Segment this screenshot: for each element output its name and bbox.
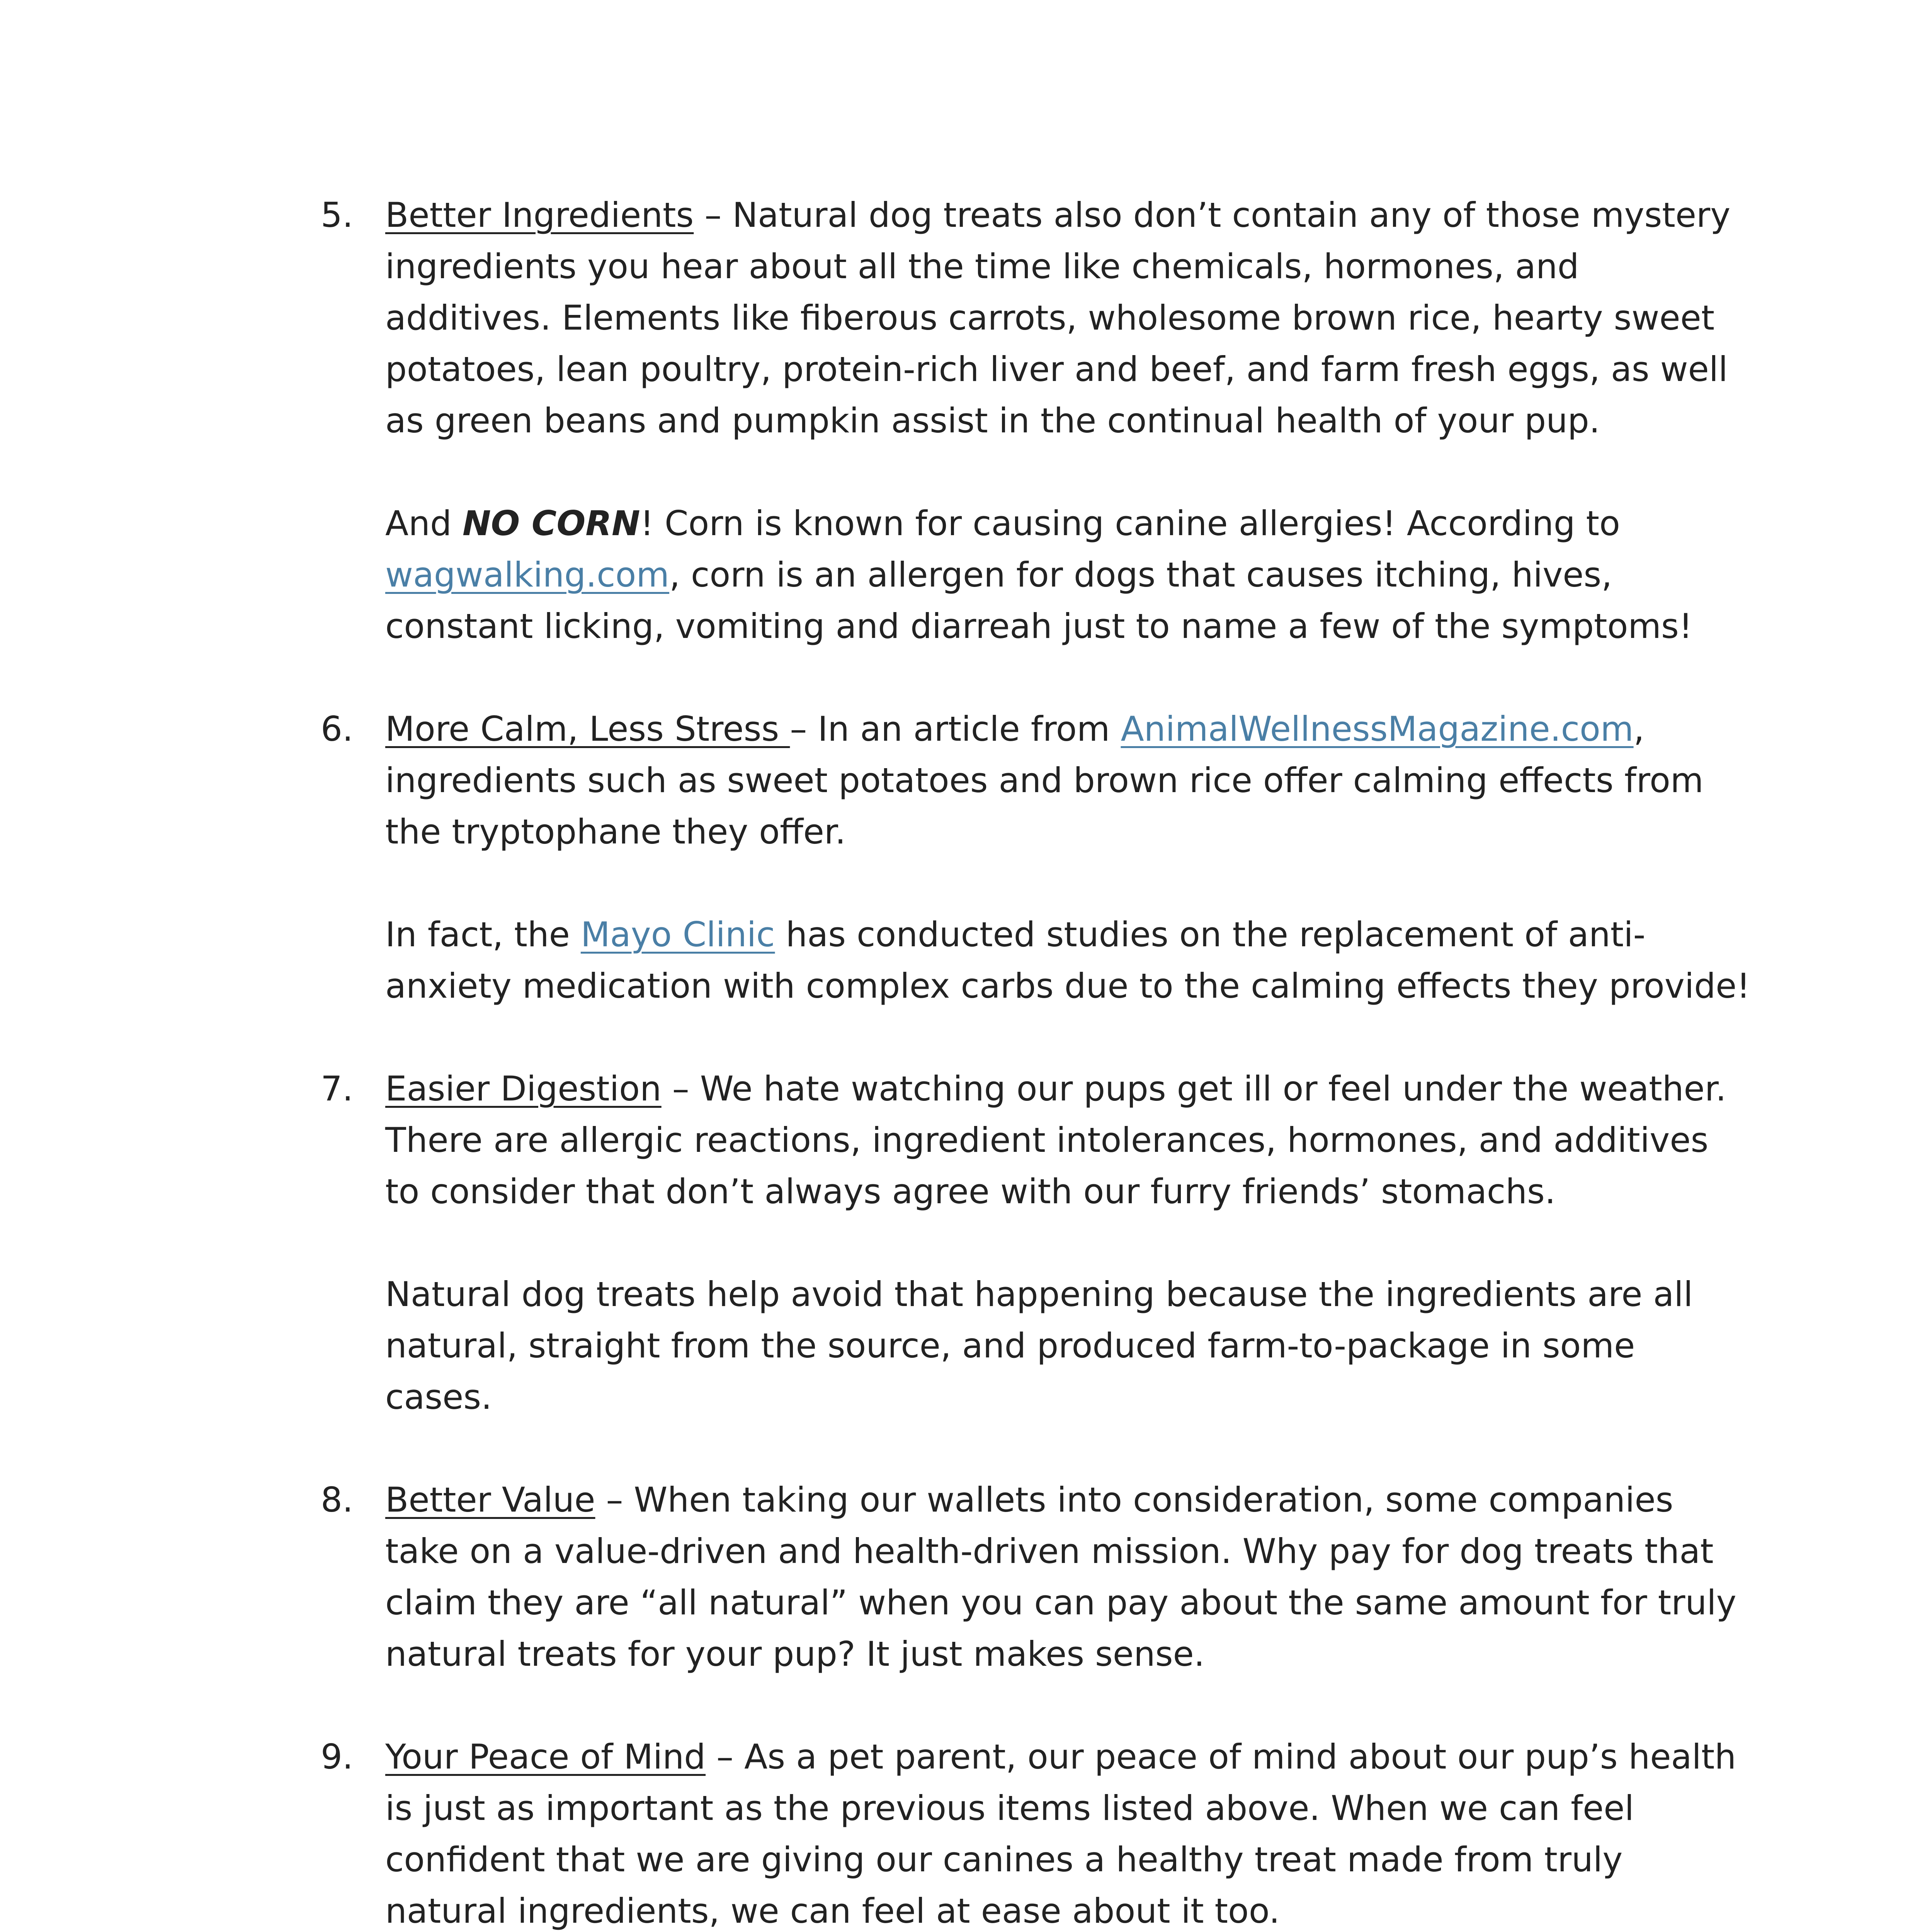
mayo-clinic-link[interactable]: Mayo Clinic: [580, 915, 775, 954]
separator: –: [661, 1069, 700, 1109]
item-number: 7.: [321, 1069, 353, 1109]
item-number: 8.: [321, 1480, 353, 1520]
item-paragraph: [385, 703, 1750, 857]
item-number: 9.: [321, 1737, 353, 1777]
list-item-easier-digestion: [321, 1063, 1750, 1423]
item-paragraph: [385, 1063, 1750, 1217]
item-paragraph: [385, 1474, 1750, 1680]
text-fragment: has conducted studies on the replacement of anti-anxiety medication with complex carbs due to the calming effects they provide!: [385, 915, 1750, 1006]
benefits-list: [321, 189, 1750, 1932]
list-item-better-ingredients: [321, 189, 1750, 652]
item-paragraph: [385, 1731, 1750, 1932]
no-corn-emphasis: NO CORN: [462, 503, 640, 543]
item-number: 5.: [321, 195, 353, 235]
item-title: Better Value: [385, 1480, 595, 1520]
separator: –: [595, 1480, 634, 1520]
text-fragment: In fact, the: [385, 915, 581, 954]
item-title: Your Peace of Mind: [385, 1737, 706, 1777]
separator: –: [694, 195, 733, 235]
animal-wellness-link[interactable]: AnimalWellnessMagazine.com: [1121, 709, 1634, 749]
text-fragment: And: [385, 503, 463, 543]
item-title: Better Ingredients: [385, 195, 694, 235]
list-item-peace-of-mind: [321, 1731, 1750, 1932]
text-fragment: , corn is an allergen for dogs that causes itching, hives, constant licking, vomiting and diarreah just to name a few of the symptoms!: [385, 555, 1693, 646]
list-item-better-value: [321, 1474, 1750, 1680]
text-fragment: In an article from: [818, 709, 1121, 749]
item-paragraph-2: [385, 909, 1750, 1012]
item-paragraph-2: Natural dog treats help avoid that happening because the ingredients are all natural, straight from the source, and produced farm-to-package in some cases.: [385, 1274, 1693, 1417]
item-number: 6.: [321, 709, 353, 749]
item-text: When taking our wallets into consideration, some companies take on a value-driven and health-driven mission. Why pay for dog treats that claim they are “all natural” when you can pay about the same amount for truly natural treats for your pup? It just makes sense.: [385, 1480, 1736, 1674]
item-text: We hate watching our pups get ill or feel under the weather. There are allergic reactions, ingredient intolerances, hormones, and additives to consider that don’t always agree with our furry friends’ stomachs.: [385, 1069, 1726, 1211]
item-text: As a pet parent, our peace of mind about our pup’s health is just as important as the previous items listed above. When we can feel confident that we are giving our canines a healthy treat made from truly natural ingredients, we can feel at ease about it too.: [385, 1737, 1736, 1931]
text-fragment: ! Corn is known for causing canine allergies! According to: [640, 503, 1620, 543]
item-text: Natural dog treats also don’t contain any of those mystery ingredients you hear about all the time like chemicals, hormones, and additives. Elements like fiberous carrots, wholesome brown rice, hearty sweet potatoes, lean poultry, protein-rich liver and beef, and farm fresh eggs, as well as green beans and pumpkin assist in the continual health of your pup.: [385, 195, 1731, 440]
item-paragraph-2: [385, 498, 1750, 652]
text-fragment: , ingredients such as sweet potatoes and brown rice offer calming effects from the tryptophane they offer.: [385, 709, 1704, 852]
item-paragraph: [385, 189, 1750, 446]
list-item-more-calm: [321, 703, 1750, 1012]
separator: –: [790, 709, 818, 749]
item-title: More Calm, Less Stress: [385, 709, 790, 749]
separator: –: [706, 1737, 745, 1777]
item-title: Easier Digestion: [385, 1069, 662, 1109]
wagwalking-link[interactable]: wagwalking.com: [385, 555, 670, 595]
